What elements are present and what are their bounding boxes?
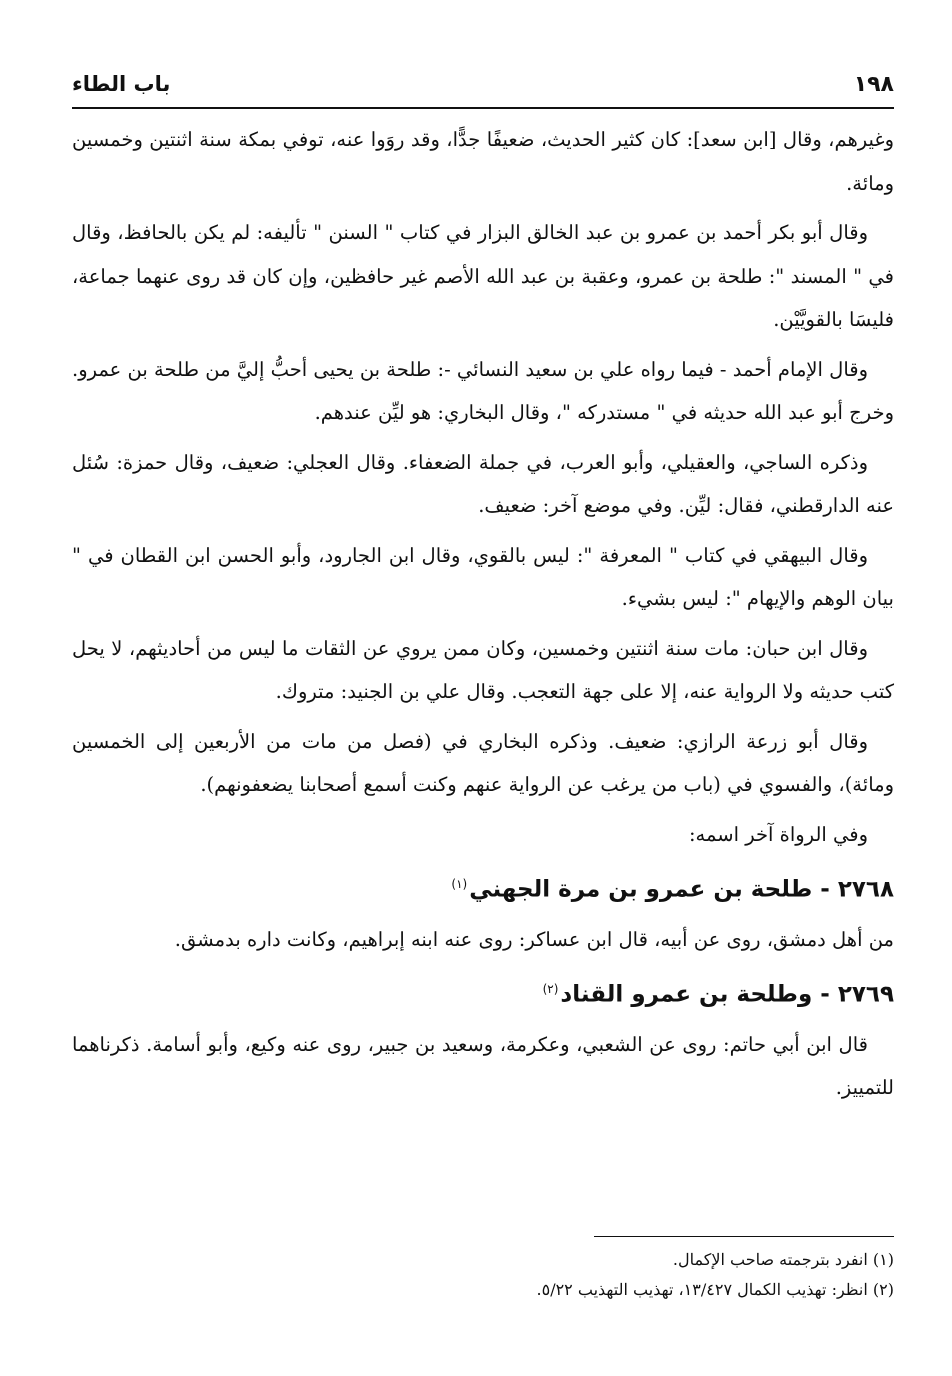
main-text	[72, 118, 894, 1116]
footnote-reference[interactable]: (٢)	[542, 982, 559, 997]
running-header	[72, 72, 894, 102]
footnotes	[72, 1236, 894, 1305]
paragraph: وقال الإمام أحمد - فيما رواه علي بن سعيد النسائي -: طلحة بن يحيى أحبُّ إليَّ من طلحة بن عمرو. وخرج أبو عبد الله حديثه في " مستدركه "، وقال البخاري: هو ليِّن عندهم.	[72, 357, 894, 424]
paragraph: وقال أبو زرعة الرازي: ضعيف. وذكره البخاري في (فصل من مات من الأربعين إلى الخمسين ومائة)، والفسوي في (باب من يرغب عن الرواية عنهم وكنت أسمع أصحابنا يضعفونهم).	[72, 729, 894, 796]
entry-text: من أهل دمشق، روى عن أبيه، قال ابن عساكر: روى عنه ابنه إبراهيم، وكانت داره بدمشق.	[174, 927, 894, 951]
page-number: ١٩٨	[853, 72, 894, 97]
entry-heading	[72, 862, 894, 912]
entry-heading-text: ٢٧٦٨ - طلحة بن عمرو بن مرة الجهني	[469, 876, 894, 903]
paragraph: وقال البيهقي في كتاب " المعرفة ": ليس بالقوي، وقال ابن الجارود، وأبو الحسن ابن القطان في " بيان الوهم والإيهام ": ليس بشيء.	[72, 543, 894, 610]
entry-heading	[72, 967, 894, 1017]
footnote-reference[interactable]: (١)	[451, 877, 468, 891]
footnote: (٢) انظر: تهذيب الكمال ١٣/٤٢٧، تهذيب التهذيب ٥/٢٢.	[536, 1280, 894, 1299]
header-rule	[72, 107, 894, 109]
footnote-rule	[594, 1236, 894, 1237]
chapter-title: باب الطاء	[72, 72, 171, 96]
paragraph: وغيرهم، وقال [ابن سعد]: كان كثير الحديث، ضعيفًا جدًّا، وقد روَوا عنه، توفي بمكة سنة اثنتين وخمسين ومائة.	[72, 128, 894, 195]
entry-text: قال ابن أبي حاتم: روى عن الشعبي، وعكرمة، وسعيد بن جبير، روى عنه وكيع، وأبو أسامة. ذكرناهما للتمييز.	[72, 1032, 894, 1100]
paragraph: وقال ابن حبان: مات سنة اثنتين وخمسين، وكان ممن يروي عن الثقات ما ليس من أحاديثهم، لا يحل كتب حديثه ولا الرواية عنه، إلا على جهة التعجب. وقال علي بن الجنيد: متروك.	[72, 636, 894, 703]
paragraph: وفي الرواة آخر اسمه:	[688, 822, 868, 846]
paragraph: وذكره الساجي، والعقيلي، وأبو العرب، في جملة الضعفاء. وقال العجلي: ضعيف، وقال حمزة: سُئل عنه الدارقطني، فقال: ليِّن. وفي موضع آخر: ضعيف.	[72, 450, 894, 517]
book-page	[72, 60, 894, 1350]
entry-heading-text: ٢٧٦٩ - وطلحة بن عمرو القناد	[560, 981, 894, 1008]
footnote: (١) انفرد بترجمته صاحب الإكمال.	[672, 1250, 894, 1269]
paragraph: وقال أبو بكر أحمد بن عمرو بن عبد الخالق البزار في كتاب " السنن " تأليفه: لم يكن بالحافظ، وقال في " المسند ": طلحة بن عمرو، وعقبة بن عبد الله الأصم غير حافظين، وإن كان قد روى عنهما جماعة، فليسَا بالقويَّيْن.	[72, 221, 894, 331]
